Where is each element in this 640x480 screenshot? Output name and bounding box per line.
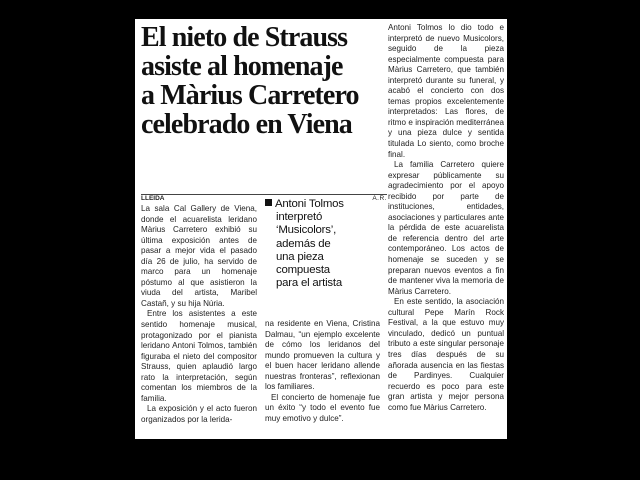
headline-line: El nieto de Strauss: [141, 22, 348, 53]
headline: [141, 23, 381, 139]
headline-line: a Màrius Carretero: [141, 80, 359, 111]
body-column-3: [388, 23, 504, 437]
body-paragraph: La sala Cal Gallery de Viena, donde el acuarelista leridano Màrius Carretero exhibió su última exposición antes de pasar a mejor vida el pasado día 26 de julio, ha servido de marco para un homenaje póstumo al que asistieron la viuda del artista, Maribel Castañ, y su hija Núria.: [141, 204, 257, 308]
body-paragraph: En este sentido, la asociación cultural Pepe Marín Rock Festival, a la que estuvo muy vinculado, dedicó un puntual tributo a este singular personaje tres días después de su añorada ausencia en las fiestas de Pardinyes. Cualquier recuerdo es poco para este gran artista y mejor persona como fue Màrius Carretero.: [388, 297, 504, 412]
headline-line: celebrado en Viena: [141, 109, 352, 140]
body-column-2: [265, 319, 380, 436]
author-initials: A.R.: [372, 195, 387, 202]
body-paragraph: La exposición y el acto fueron organizados por la lerida-: [141, 404, 257, 424]
newspaper-clipping: [135, 19, 507, 439]
pull-quote-line: interpretó: [276, 211, 323, 224]
pull-quote-line: para el artista: [276, 277, 343, 290]
body-paragraph: Entre los asistentes a este sentido homenaje musical, protagonizado por el pianista leridano Antoni Tolmos, también figuraba el nieto del compositor Strauss, quien aplaudió largo rato la interpretación, según comentan los miembros de la familia.: [141, 309, 257, 403]
section-label: LLEIDA: [141, 195, 165, 202]
body-paragraph: La familia Carretero quiere expresar públicamente su agradecimiento por el apoyo recibido por parte de instituciones, entidades, asociaciones y particulares ante la pérdida de este acuarelista de referencia dentro del arte contemporáneo. Los actos de homenaje se suceden y se preparan nuevos eventos a fin de mantener viva la memoria de Màrius Carretero.: [388, 160, 504, 296]
pull-quote-line: además de: [276, 237, 331, 250]
body-paragraph: Antoni Tolmos lo dio todo e interpretó de nuevo Musicolors, seguido de la pieza especialmente compuesta para Màrius Carretero, que también interpretó durante su funeral, y acabó el concierto con dos temas propios excelentemente interpretados: Las flores, de ritmo e inspiración mediterránea y una pieza dulce y sentida titulada Lo siento, como broche final.: [388, 23, 504, 159]
body-paragraph: El concierto de homenaje fue un éxito “y todo el evento fue muy emotivo y dulce”.: [265, 392, 380, 423]
pull-quote: [265, 198, 383, 290]
body-paragraph: na residente en Viena, Cristina Dalmau, “un ejemplo excelente de cómo los leridanos del mundo promueven la cultura y el buen hacer leridano allende nuestras fronteras”, reflexionan los familiares.: [265, 319, 380, 392]
pull-quote-line: una pieza: [276, 250, 324, 263]
square-bullet-icon: [265, 199, 272, 206]
body-column-1: [141, 204, 257, 436]
pull-quote-line: ‘Musicolors’,: [276, 224, 337, 237]
pull-quote-line: compuesta: [276, 264, 330, 277]
headline-line: asiste al homenaje: [141, 51, 343, 82]
pull-quote-line: Antoni Tolmos: [275, 198, 344, 210]
